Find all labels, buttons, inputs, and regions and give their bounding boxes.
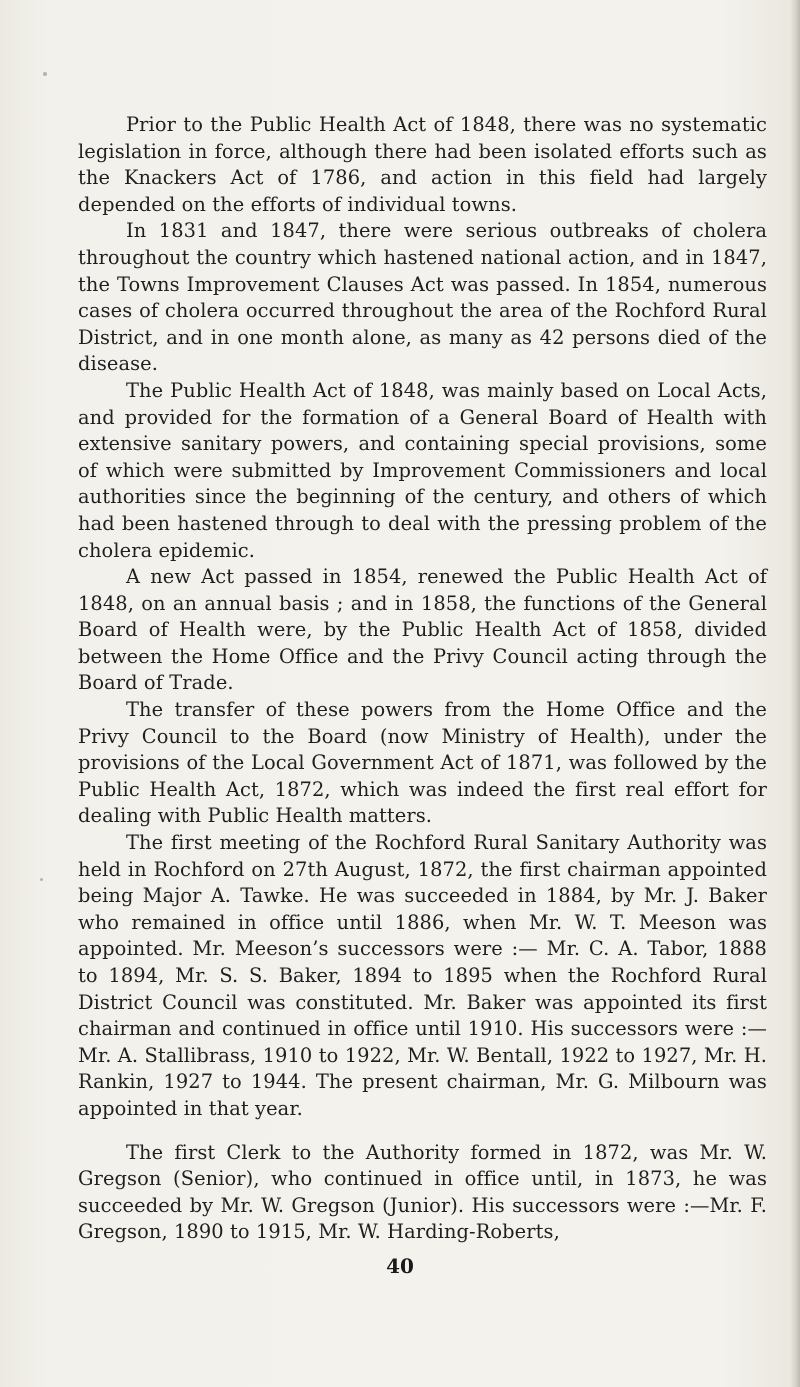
page-edge-shadow: [790, 0, 800, 1387]
paragraph-1: Prior to the Public Health Act of 1848, there was no systematic legislation in force, although there had been isolated efforts such as the Knackers Act of 1786, and action in this field had largely depended on the efforts of individual towns.: [78, 113, 767, 216]
paragraph-6: The first meeting of the Rochford Rural Sanitary Authority was held in Rochford on 27th August, 1872, the first chairman appointed being Major A. Tawke. He was succeeded in 1884, by Mr. J. Baker who remained in office until 1886, when Mr. W. T. Meeson was appointed. Mr. Meeson’s successors were :— Mr. C. A. Tabor, 1888 to 1894, Mr. S. S. Baker, 1894 to 1895 when the Rochford Rural District Council was constituted. Mr. Baker was appointed its first chairman and continued in office until 1910. His successors were :—Mr. A. Stallibrass, 1910 to 1922, Mr. W. Bentall, 1922 to 1927, Mr. H. Rankin, 1927 to 1944. The present chairman, Mr. G. Milbourn was appointed in that year.: [78, 831, 767, 1120]
paragraph-2: In 1831 and 1847, there were serious outbreaks of cholera throughout the country which hastened national action, and in 1847, the Towns Improvement Clauses Act was passed. In 1854, numerous cases of cholera occurred throughout the area of the Rochford Rural District, and in one month alone, as many as 42 persons died of the disease.: [78, 219, 767, 376]
paragraph-5: The transfer of these powers from the Home Office and the Privy Council to the Board (now Ministry of Health), under the provisions of the Local Government Act of 1871, was followed by the Public Health Act, 1872, which was indeed the first real effort for dealing with Public Health matters.: [78, 698, 767, 828]
paper-speck: [40, 878, 43, 881]
paragraph-4: A new Act passed in 1854, renewed the Public Health Act of 1848, on an annual basis ; and in 1858, the functions of the General Board of Health were, by the Public Health Act of 1858, divided between the Home Office and the Privy Council acting through the Board of Trade.: [78, 565, 767, 695]
paragraph-7: The first Clerk to the Authority formed in 1872, was Mr. W. Gregson (Senior), who continued in office until, in 1873, he was succeeded by Mr. W. Gregson (Junior). His successors were :—Mr. F. Gregson, 1890 to 1915, Mr. W. Harding-Roberts,: [78, 1140, 767, 1244]
page-number: 40: [386, 1254, 414, 1278]
paragraph-3: The Public Health Act of 1848, was mainly based on Local Acts, and provided for the formation of a General Board of Health with extensive sanitary powers, and containing special provisions, some of which were submitted by Improvement Commissioners and local authorities since the beginning of the century, and others of which had been hastened through to deal with the pressing problem of the cholera epidemic.: [78, 378, 767, 562]
paper-speck: [43, 72, 47, 76]
body-text: [78, 112, 767, 1246]
